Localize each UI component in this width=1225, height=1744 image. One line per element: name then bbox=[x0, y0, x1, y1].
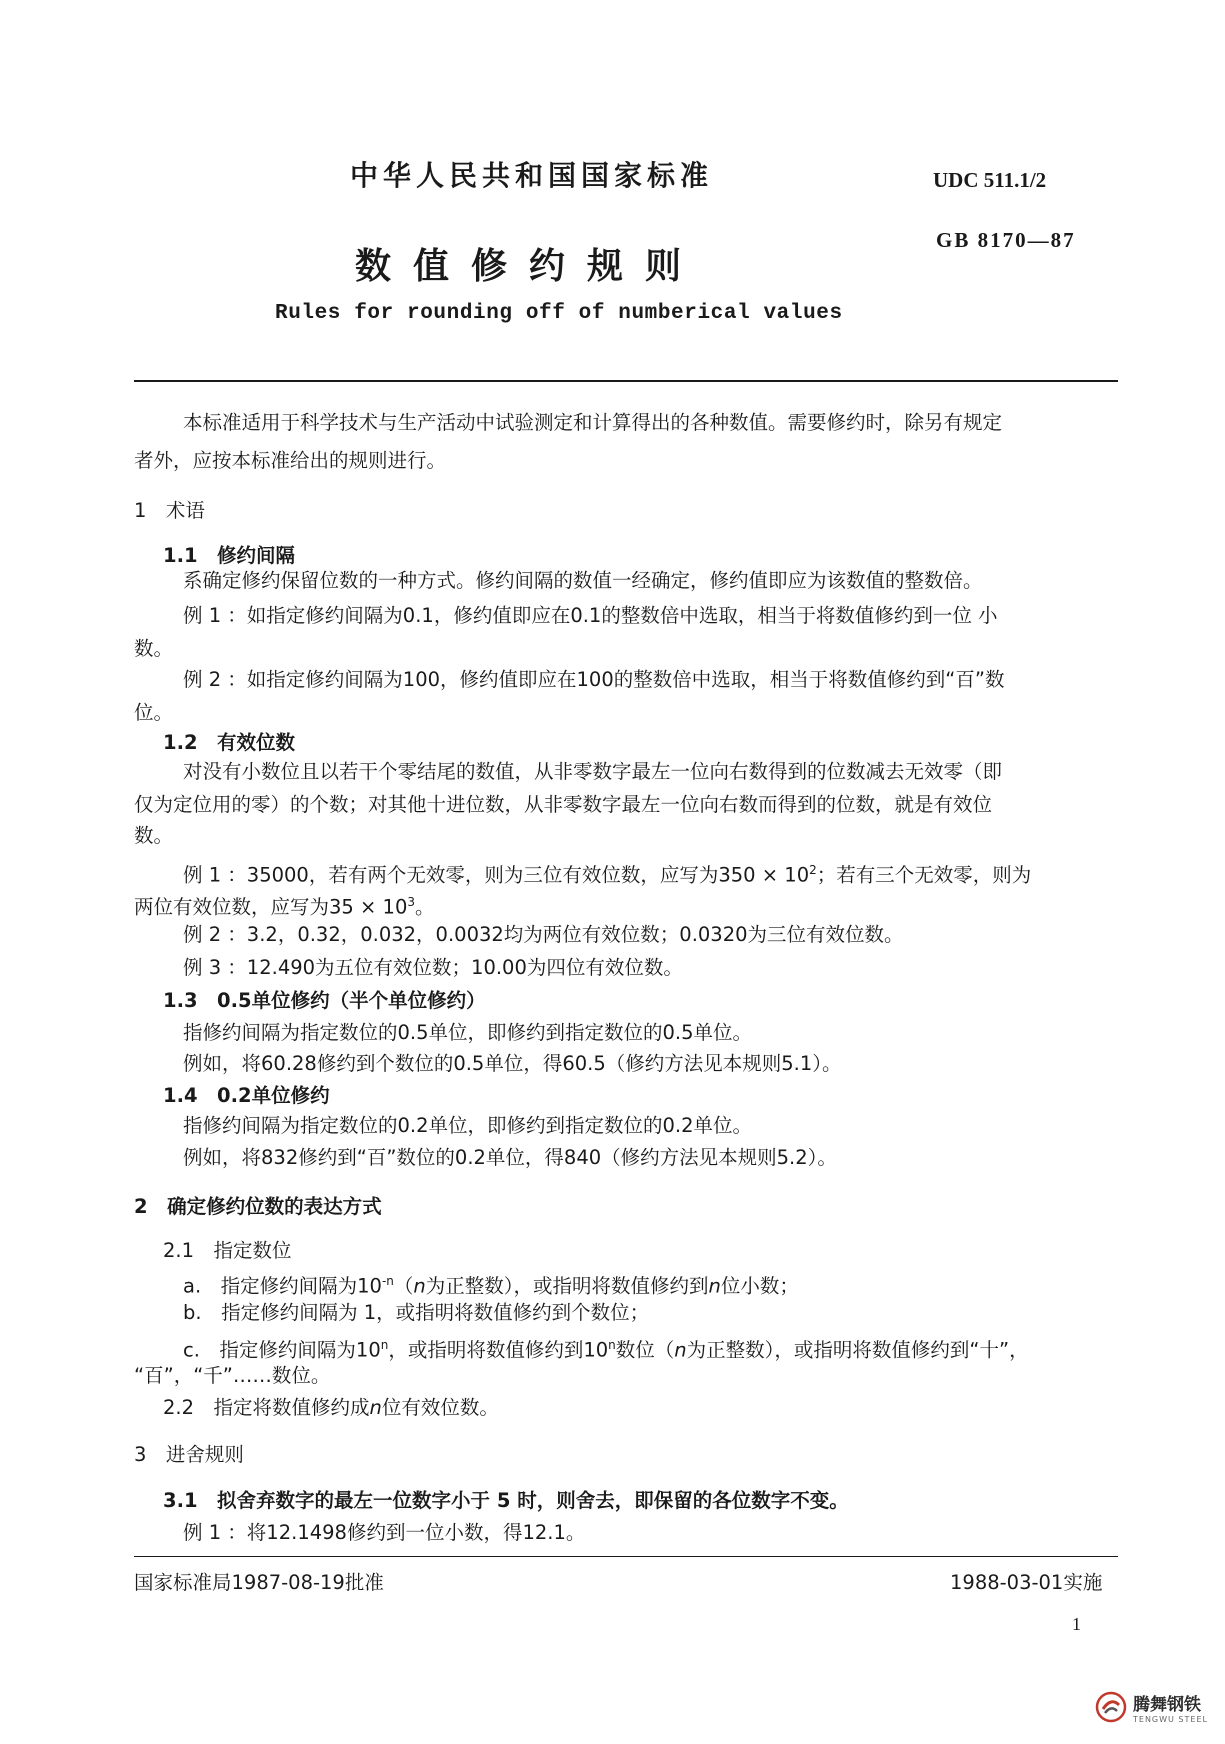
section-2-heading: 2 确定修约位数的表达方式 bbox=[134, 1195, 382, 1218]
section-2-1-item-b: b. 指定修约间隔为 1，或指明将数值修约到个数位； bbox=[183, 1301, 650, 1324]
footer-rule bbox=[134, 1556, 1118, 1557]
section-3-heading: 3 进舍规则 bbox=[134, 1443, 244, 1466]
gb-standard-number: GB 8170—87 bbox=[936, 228, 1076, 252]
section-1-2-ex1a: 例 1 ：35000，若有两个无效零，则为三位有效位数，应写为$350 \times 10^2$；若有三个无效零，则为 bbox=[183, 863, 1032, 887]
watermark-cn: 腾舞钢铁 bbox=[1133, 1695, 1201, 1715]
section-2-1-item-c: c. 指定修约间隔为10$^n$，或指明将数值修约到10$^n$数位（n为正整数），或指明将数值修约到“十”， bbox=[183, 1338, 1029, 1362]
section-1-1-heading: 1.1 修约间隔 bbox=[163, 544, 296, 567]
section-1-1-ex1b: 数。 bbox=[134, 637, 174, 660]
section-1-4-heading: 1.4 0.2单位修约 bbox=[163, 1084, 330, 1107]
section-1-1-p1: 系确定修约保留位数的一种方式。修约间隔的数值一经确定，修约值即应为该数值的整数倍。 bbox=[183, 569, 983, 592]
section-1-4-p1: 指修约间隔为指定数位的0.2单位，即修约到指定数位的0.2单位。 bbox=[183, 1114, 753, 1137]
section-1-2-p1b: 仅为定位用的零）的个数；对其他十进位数，从非零数字最左一位向右数而得到的位数，就是有效位 bbox=[134, 793, 993, 816]
section-1-3-heading: 1.3 0.5单位修约（半个单位修约） bbox=[163, 989, 486, 1012]
section-1-1-ex2a: 例 2 ：如指定修约间隔为100，修约值即应在100的整数倍中选取，相当于将数值修约到“百”数 bbox=[183, 668, 1005, 691]
section-2-1-item-c-line2: “百”，“千”……数位。 bbox=[134, 1364, 331, 1387]
section-1-2-heading: 1.2 有效位数 bbox=[163, 731, 296, 754]
section-1-3-p2: 例如，将60.28修约到个数位的0.5单位，得60.5（修约方法见本规则5.1）。 bbox=[183, 1052, 842, 1075]
section-1-2-ex1b: 两位有效位数，应写为$35 \times 10^3$。 bbox=[134, 895, 435, 919]
section-1-4-p2: 例如，将832修约到“百”数位的0.2单位，得840（修约方法见本规则5.2）。 bbox=[183, 1146, 837, 1169]
watermark-logo bbox=[1095, 1690, 1208, 1724]
udc-code: UDC 511.1/2 bbox=[933, 168, 1047, 192]
section-2-1-item-a: a. 指定修约间隔为$10^{-n}(n$为正整数），或指明将数值修约到n位小数； bbox=[183, 1274, 799, 1298]
section-1-1-ex2b: 位。 bbox=[134, 701, 174, 724]
section-2-2: 2.2 指定将数值修约成n位有效位数。 bbox=[163, 1396, 499, 1419]
approval-date: 国家标准局1987-08-19批准 bbox=[134, 1571, 384, 1594]
section-1-2-p1a: 对没有小数位且以若干个零结尾的数值，从非零数字最左一位向右数得到的位数减去无效零（即 bbox=[183, 760, 1003, 783]
header-rule bbox=[134, 380, 1118, 382]
section-1-2-ex2: 例 2 ：3.2，0.32，0.032，0.0032均为两位有效位数；0.0320为三位有效位数。 bbox=[183, 923, 904, 946]
document-title-en: Rules for rounding off of numberical values bbox=[275, 302, 843, 325]
section-1-3-p1: 指修约间隔为指定数位的0.5单位，即修约到指定数位的0.5单位。 bbox=[183, 1021, 753, 1044]
intro-line-1: 本标准适用于科学技术与生产活动中试验测定和计算得出的各种数值。需要修约时，除另有规定 bbox=[183, 411, 1003, 434]
section-1-1-ex1a: 例 1 ：如指定修约间隔为0.1，修约值即应在0.1的整数倍中选取，相当于将数值修约到一位 小 bbox=[183, 604, 998, 627]
watermark-en: TENGWU STEEL bbox=[1133, 1715, 1208, 1724]
section-1-heading: 1 术语 bbox=[134, 499, 205, 522]
page-number: 1 bbox=[1072, 1614, 1081, 1634]
section-1-2-p1c: 数。 bbox=[134, 824, 174, 847]
national-standard-heading: 中华人民共和国国家标准 bbox=[350, 159, 714, 192]
effective-date: 1988-03-01实施 bbox=[950, 1571, 1103, 1594]
section-2-1-heading: 2.1 指定数位 bbox=[163, 1239, 292, 1262]
intro-line-2: 者外，应按本标准给出的规则进行。 bbox=[134, 449, 447, 472]
watermark-emblem-icon bbox=[1095, 1691, 1127, 1723]
section-3-1-heading: 3.1 拟舍弃数字的最左一位数字小于 5 时，则舍去，即保留的各位数字不变。 bbox=[163, 1489, 849, 1512]
document-title-cn: 数值修约规则 bbox=[355, 246, 704, 287]
section-3-1-ex1: 例 1 ：将12.1498修约到一位小数，得12.1。 bbox=[183, 1521, 586, 1544]
section-1-2-ex3: 例 3 ：12.490为五位有效位数；10.00为四位有效位数。 bbox=[183, 956, 683, 979]
